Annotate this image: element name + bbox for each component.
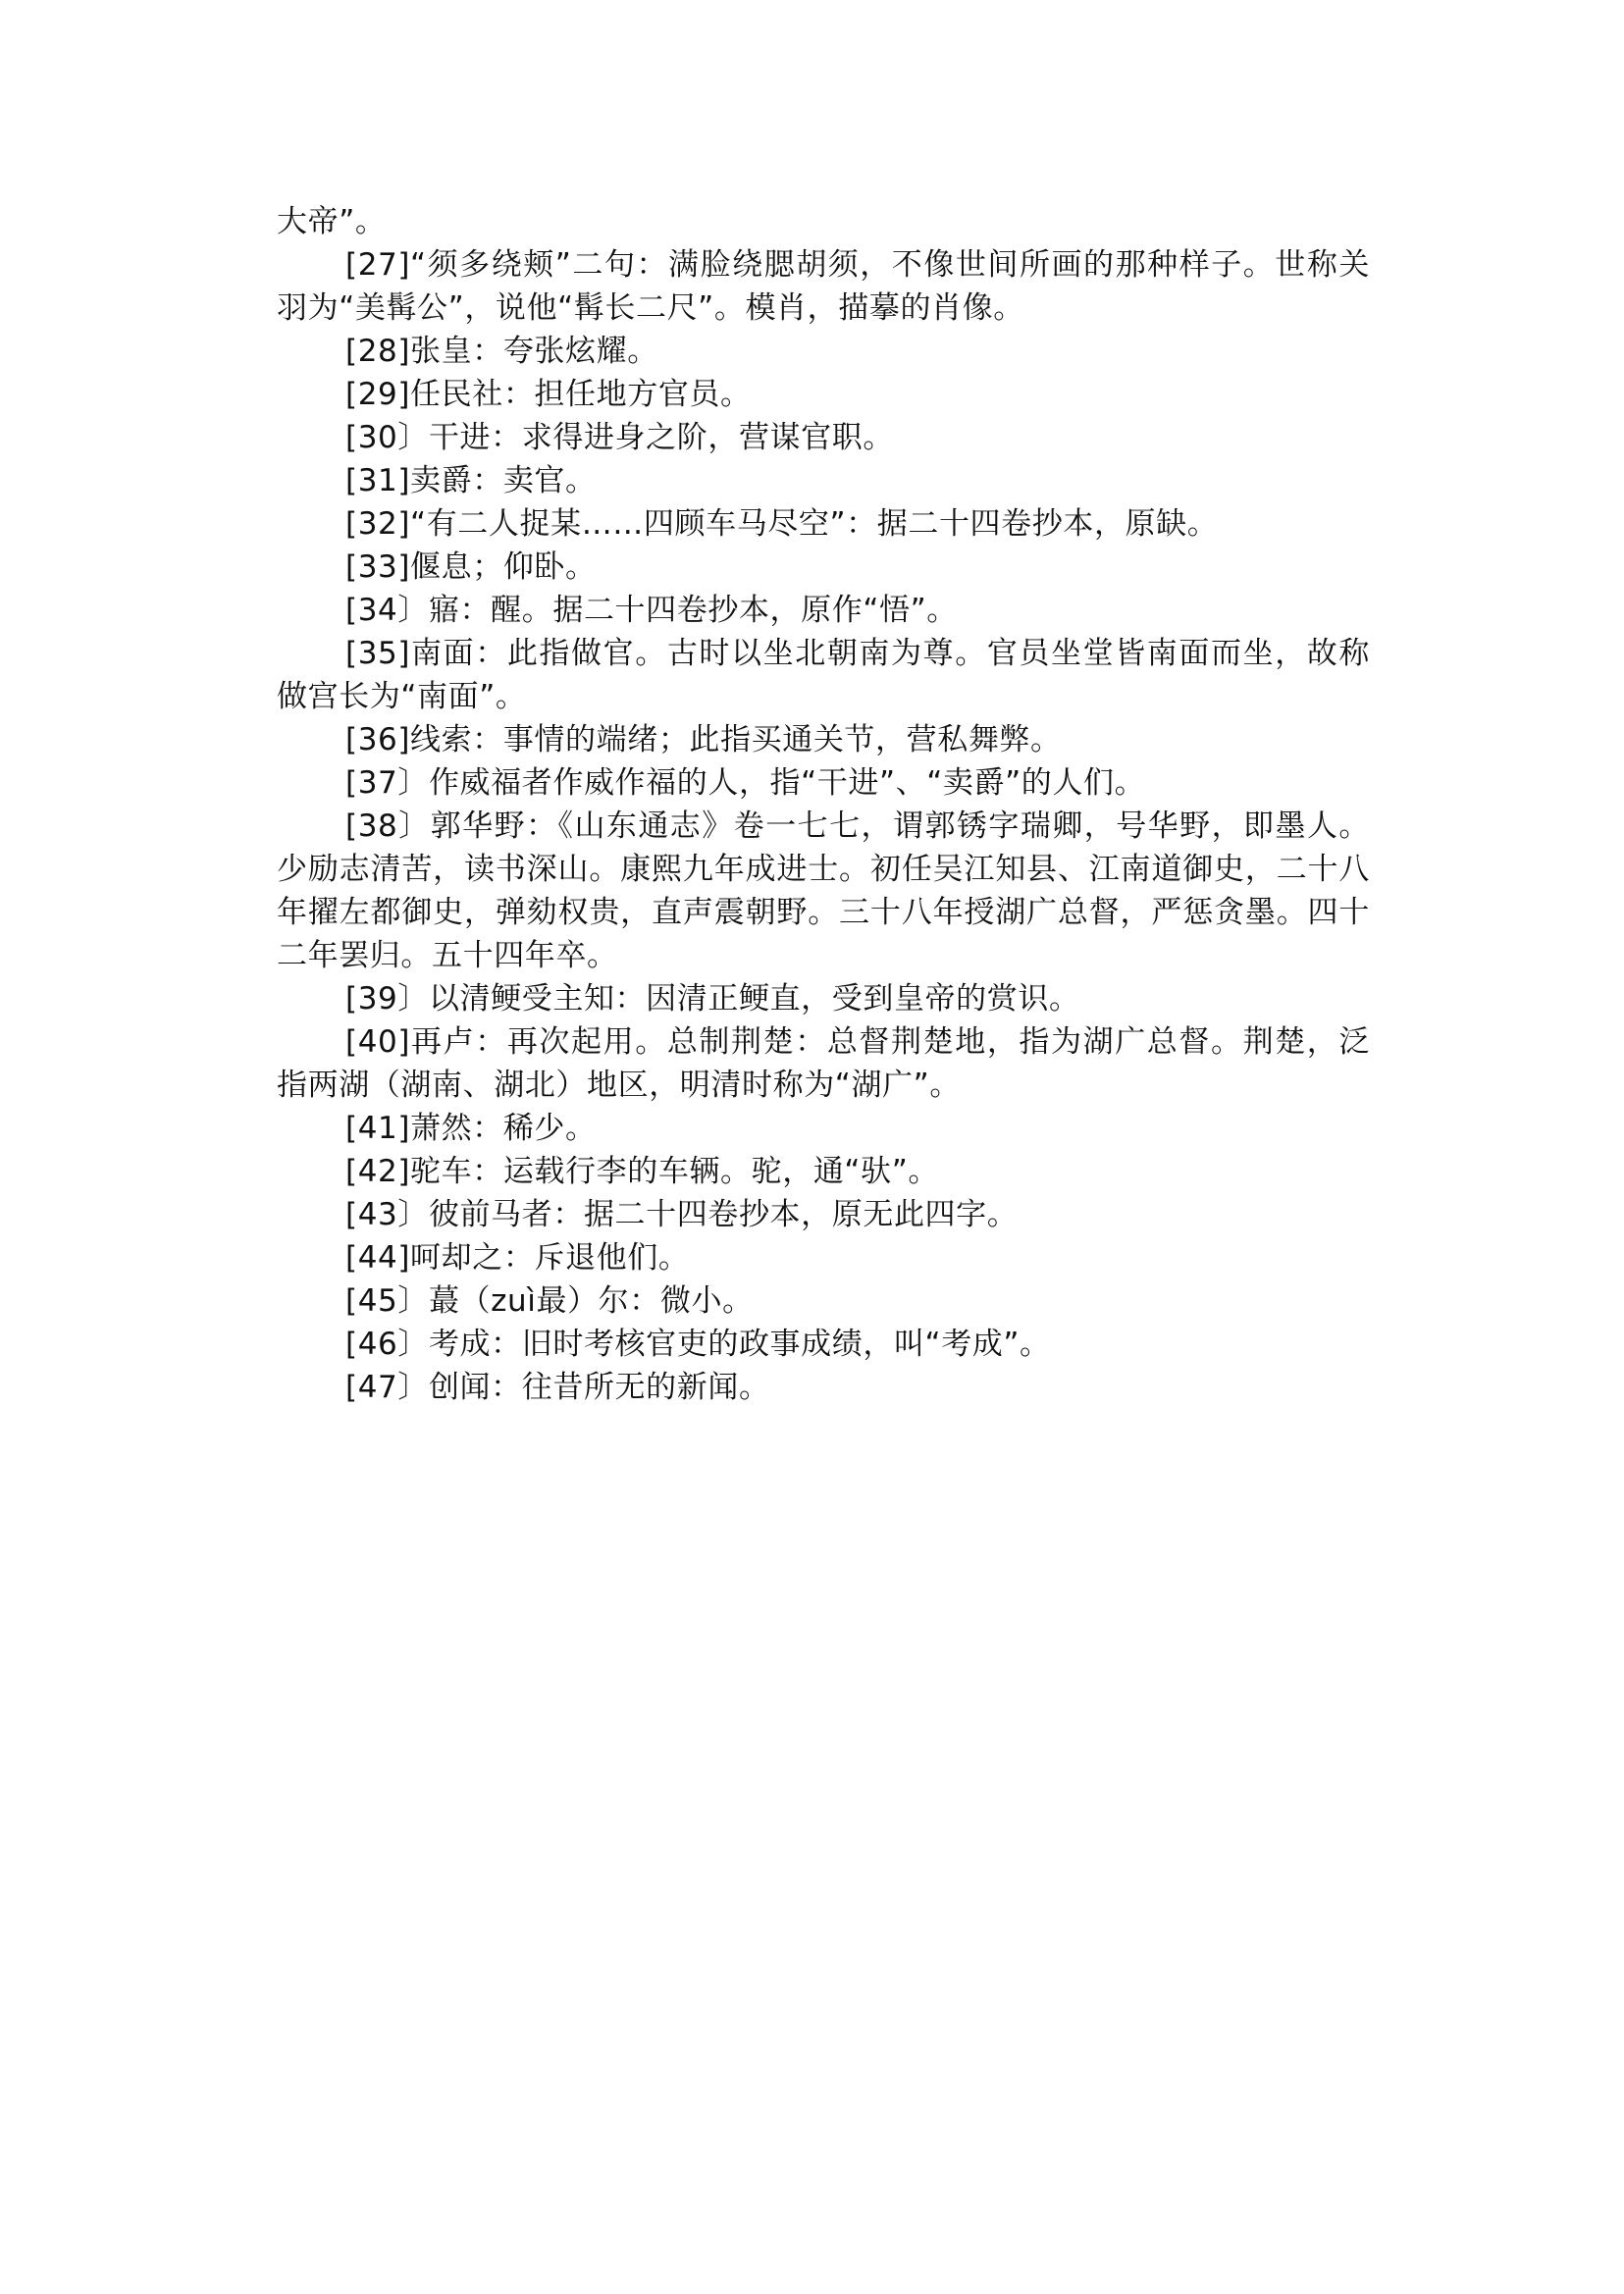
note-27: [27]“须多绕颊”二句：满脸绕腮胡须，不像世间所画的那种样子。世称关羽为“美髯公”，说他“髯长二尺”。模肖，描摹的肖像。 (277, 247, 1370, 326)
note-42: [42]驼车：运载行李的车辆。驼，通“驮”。 (345, 1154, 939, 1189)
note-36: [36]线索：事情的端绪；此指买通关节，营私舞弊。 (345, 722, 1062, 757)
note-45: [45〕蕞（zuì最）尔：微小。 (345, 1283, 754, 1319)
note-28: [28]张皇：夸张炫耀。 (345, 334, 658, 369)
note-29: [29]任民社：担任地方官员。 (345, 377, 752, 412)
note-41: [41]萧然：稀少。 (345, 1111, 597, 1146)
continued-paragraph: 大帝”。 (277, 204, 387, 239)
annotation-text-block (277, 200, 1370, 1409)
note-40: [40]再卢：再次起用。总制荆楚：总督荆楚地，指为湖广总督。荆楚，泛指两湖（湖南、湖北）地区，明清时称为“湖广”。 (277, 1024, 1370, 1103)
note-34: [34〕寤：醒。据二十四卷抄本，原作“悟”。 (345, 593, 958, 628)
note-44: [44]呵却之：斥退他们。 (345, 1240, 690, 1276)
note-31: [31]卖爵：卖官。 (345, 463, 597, 498)
note-38: [38〕郭华野：《山东通志》卷一七七，谓郭锈字瑞卿，号华野，即墨人。少励志清苦，读书深山。康熙九年成进士。初任吴江知县、江南道御史，二十八年擢左都御史，弹劾权贵，直声震朝野。三十八年授湖广总督，严惩贪墨。四十二年罢归。五十四年卒。 (277, 808, 1370, 973)
note-32: [32]“有二人捉某……四顾车马尽空”：据二十四卷抄本，原缺。 (345, 506, 1219, 542)
note-37: [37〕作威福者作威作福的人，指“干进”、“卖爵”的人们。 (345, 765, 1146, 801)
note-43: [43〕彼前马者：据二十四卷抄本，原无此四字。 (345, 1197, 1019, 1232)
note-30: [30〕干进：求得进身之阶，营谋官职。 (345, 420, 894, 455)
note-33: [33]偃息；仰卧。 (345, 549, 597, 585)
note-35: [35]南面：此指做官。古时以坐北朝南为尊。官员坐堂皆南面而坐，故称做宫长为“南面”。 (277, 636, 1370, 714)
note-47: [47〕创闻：往昔所无的新闻。 (345, 1370, 770, 1405)
note-39: [39〕以清鲠受主知：因清正鲠直，受到皇帝的赏识。 (345, 981, 1080, 1017)
note-46: [46〕考成：旧时考核官吏的政事成绩，叫“考成”。 (345, 1327, 1051, 1362)
